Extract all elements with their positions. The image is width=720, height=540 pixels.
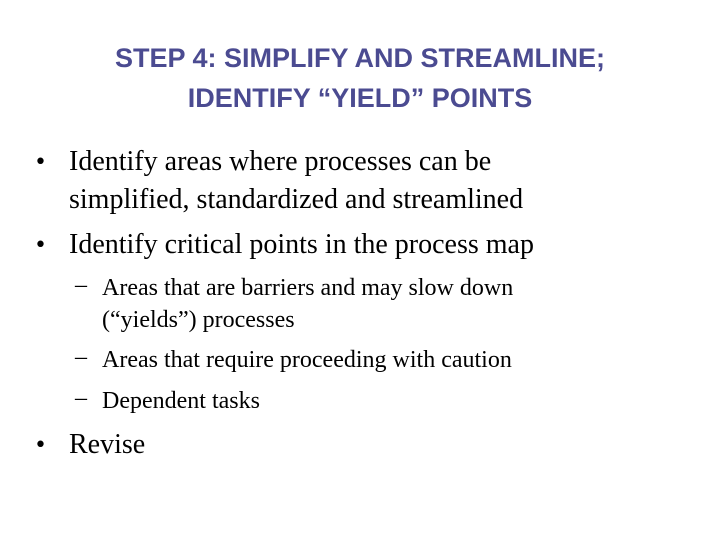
sub-bullet-1-line-2: (“yields”) processes — [102, 307, 295, 333]
title-line-1: STEP 4: SIMPLIFY AND STREAMLINE; — [114, 43, 606, 73]
sub-bullet-1-line-1: Areas that are barriers and may slow down — [102, 275, 514, 301]
bullet-1-line-1: Identify areas where processes can be — [69, 146, 492, 177]
sub-bullet-3-line-1: Dependent tasks — [102, 388, 260, 414]
sub-bullet-dash: – — [75, 385, 87, 411]
bullet-marker: • — [34, 433, 47, 458]
sub-bullet-dash: – — [75, 344, 87, 370]
sub-bullet-dash: – — [75, 272, 87, 298]
bullet-3-line-1: Revise — [69, 429, 146, 460]
sub-bullet-2-line-1: Areas that require proceeding with caution — [102, 347, 512, 373]
bullet-2-line-1: Identify critical points in the process map — [69, 229, 534, 260]
bullet-1-line-2: simplified, standardized and streamlined — [69, 184, 524, 215]
title-line-2: IDENTIFY “YIELD” POINTS — [187, 83, 533, 113]
bullet-marker: • — [34, 150, 47, 175]
bullet-marker: • — [34, 233, 47, 258]
